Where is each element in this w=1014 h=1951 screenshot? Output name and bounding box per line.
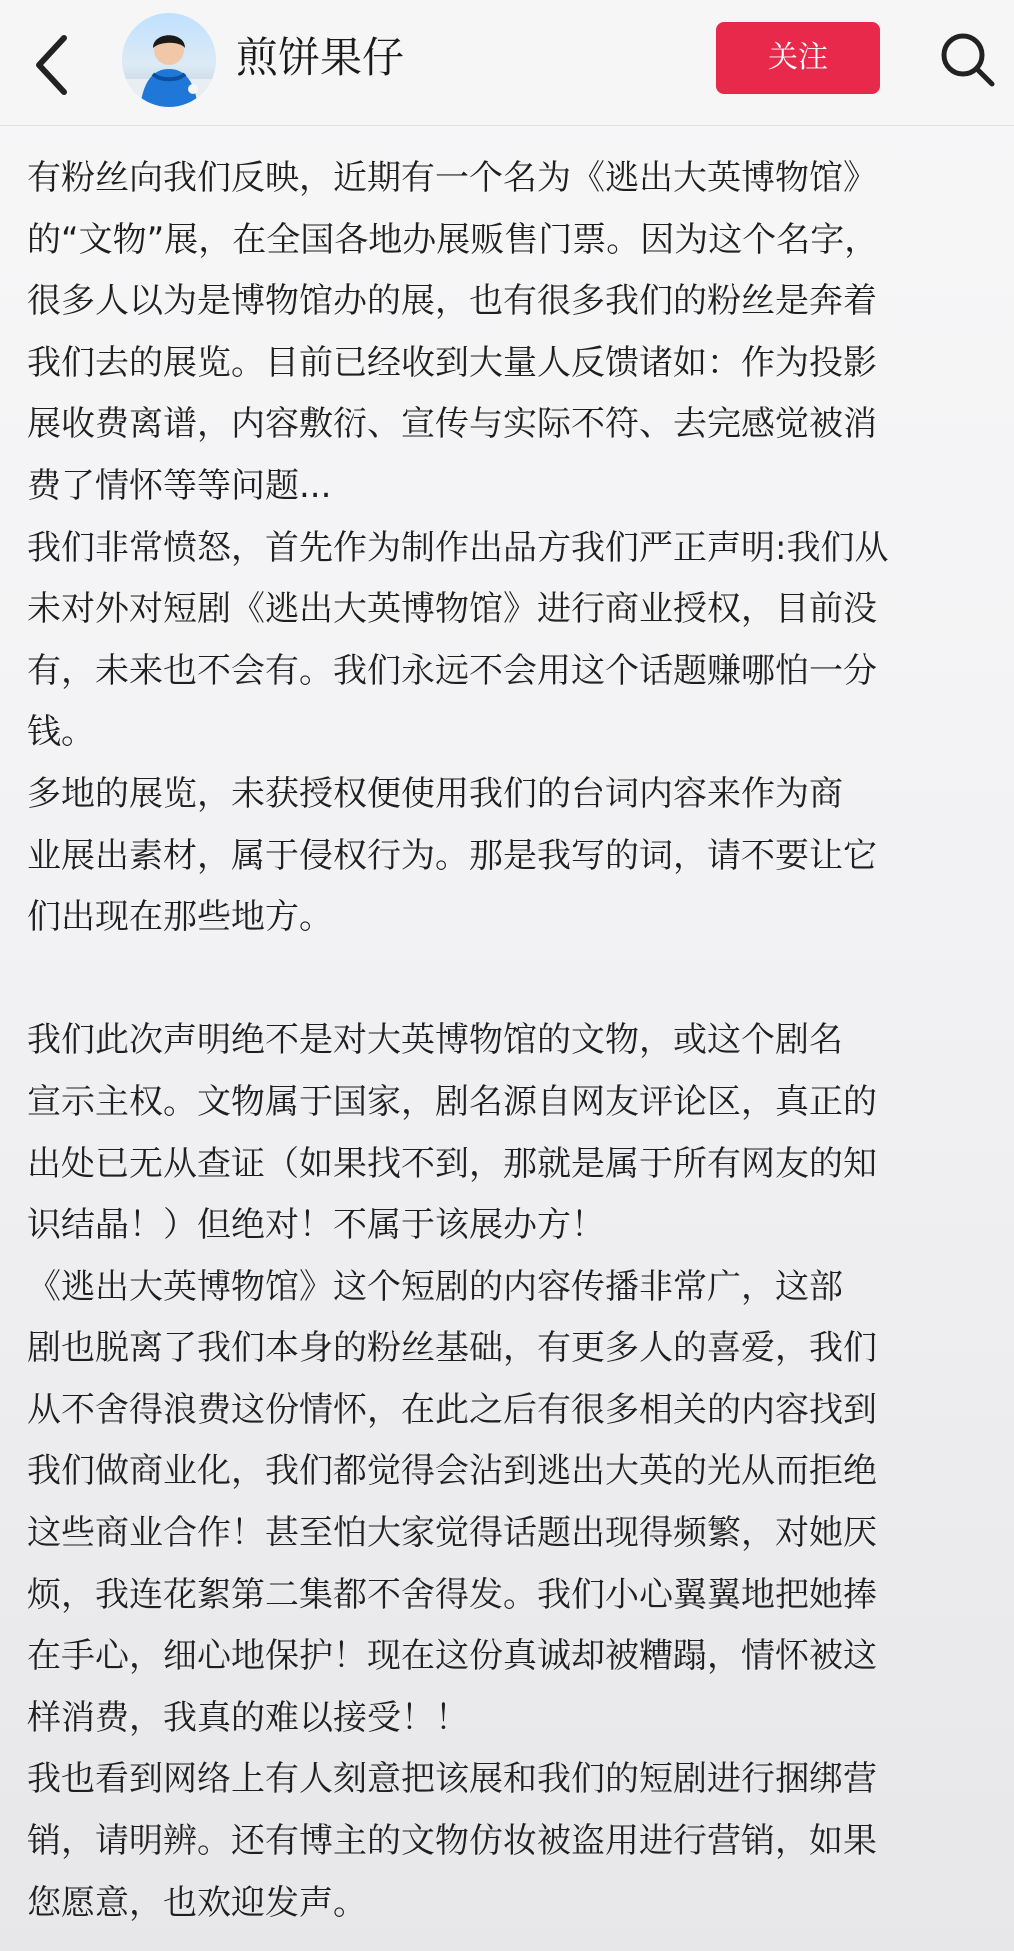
post-text-line: 展收费离谱，内容敷衍、宣传与实际不符、去完感觉被消: [27, 404, 877, 445]
avatar[interactable]: [122, 13, 216, 107]
post-text-line: 在手心，细心地保护！现在这份真诚却被糟蹋，情怀被这: [27, 1636, 877, 1677]
post-text-line: 剧也脱离了我们本身的粉丝基础，有更多人的喜爱，我们: [27, 1328, 877, 1369]
blank-line: [27, 949, 995, 1011]
post-text-line: 有，未来也不会有。我们永远不会用这个话题赚哪怕一分: [27, 650, 877, 691]
chevron-left-icon: [24, 28, 80, 100]
post-text-line: 我们非常愤怒，首先作为制作出品方我们严正声明:我们从: [27, 527, 889, 568]
post-text-line: 未对外对短剧《逃出大英博物馆》进行商业授权，目前没: [27, 589, 877, 630]
post-text-line: 《逃出大英博物馆》这个短剧的内容传播非常广，这部: [27, 1266, 843, 1307]
post-text-line: 样消费，我真的难以接受！！: [27, 1697, 469, 1738]
post-text-line: 识结晶！）但绝对！不属于该展办方！: [27, 1205, 605, 1246]
post-text-line: 很多人以为是博物馆办的展，也有很多我们的粉丝是奔着: [27, 281, 877, 322]
post-body: [27, 148, 995, 1934]
post-text-line: 有粉丝向我们反映，近期有一个名为《逃出大英博物馆》: [27, 158, 877, 198]
post-text-line: 销，请明辨。还有博主的文物仿妆被盗用进行营销，如果: [27, 1821, 877, 1862]
post-text-line: 费了情怀等等问题...: [27, 465, 332, 506]
post-text-line: 我也看到网络上有人刻意把该展和我们的短剧进行捆绑营: [27, 1759, 877, 1800]
post-text-line: 这些商业合作！甚至怕大家觉得话题出现得频繁，对她厌: [27, 1513, 877, 1554]
back-button[interactable]: [24, 28, 80, 100]
search-button[interactable]: [936, 28, 1000, 92]
post-text-line: 们出现在那些地方。: [27, 897, 333, 938]
post-text-line: 的“文物”展，在全国各地办展贩售门票。因为这个名字，: [27, 219, 879, 260]
post-text-line: 烦，我连花絮第二集都不舍得发。我们小心翼翼地把她捧: [27, 1574, 877, 1615]
post-text-line: 我们此次声明绝不是对大英博物馆的文物，或这个剧名: [27, 1020, 843, 1061]
post-text-line: 我们去的展览。目前已经收到大量人反馈诸如：作为投影: [27, 342, 877, 383]
post-text-line: 从不舍得浪费这份情怀，在此之后有很多相关的内容找到: [27, 1389, 877, 1430]
follow-button[interactable]: 关注: [716, 22, 880, 94]
post-text-line: 宣示主权。文物属于国家，剧名源自网友评论区，真正的: [27, 1081, 877, 1122]
search-icon: [936, 28, 1000, 92]
post-text-line: 钱。: [27, 712, 95, 753]
post-text-line: 业展出素材，属于侵权行为。那是我写的词，请不要让它: [27, 835, 877, 876]
top-navigation-bar: [0, 0, 1014, 126]
post-text-line: 多地的展览，未获授权便使用我们的台词内容来作为商: [27, 773, 843, 814]
post-text-line: 您愿意，也欢迎发声。: [27, 1882, 367, 1923]
post-text-line: 我们做商业化，我们都觉得会沾到逃出大英的光从而拒绝: [27, 1451, 877, 1492]
username[interactable]: 煎饼果仔: [236, 33, 405, 82]
post-text-line: 出处已无从查证（如果找不到，那就是属于所有网友的知: [27, 1143, 877, 1184]
avatar-image: [122, 13, 216, 107]
